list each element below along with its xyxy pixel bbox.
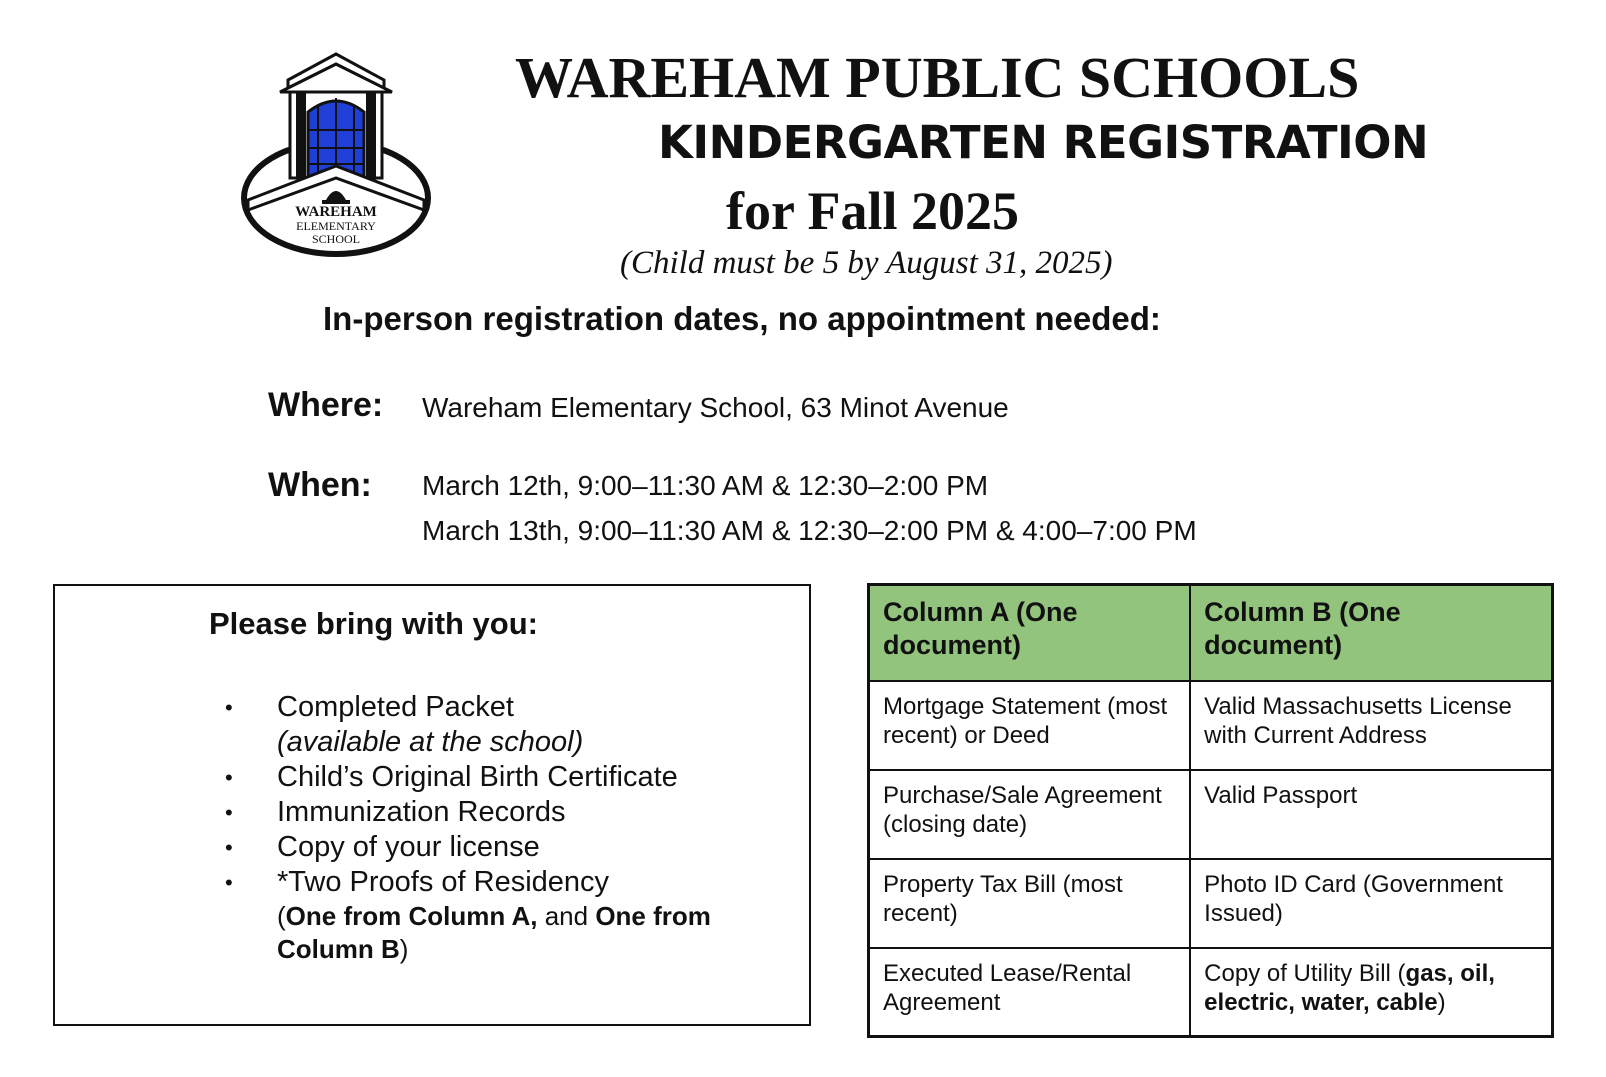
bullet-icon: •	[225, 800, 233, 825]
logo-text-line2: ELEMENTARY	[296, 219, 376, 233]
table-row	[869, 859, 1553, 948]
bullet-icon: •	[225, 835, 233, 860]
table-cell: Executed Lease/Rental Agreement	[869, 948, 1191, 1037]
when-label: When:	[268, 466, 372, 504]
bullet-icon: •	[225, 695, 233, 720]
utility-bill-types: gas, oil, electric, water, cable	[1204, 959, 1495, 1016]
list-item	[225, 865, 785, 966]
utility-bill-suffix: )	[1437, 988, 1446, 1016]
table-cell: Mortgage Statement (most recent) or Deed	[869, 681, 1191, 770]
and-text: and	[537, 901, 596, 931]
paren-open: (	[277, 901, 286, 931]
registration-heading: In-person registration dates, no appointment needed:	[323, 300, 1161, 337]
table-header-row	[869, 585, 1553, 681]
term-heading: for Fall 2025	[726, 181, 1019, 241]
list-item-text: Completed Packet	[277, 691, 514, 723]
column-b-header: Column B (One document)	[1190, 585, 1552, 681]
column-a-header: Column A (One document)	[869, 585, 1191, 681]
list-item	[225, 760, 785, 795]
age-requirement-note: (Child must be 5 by August 31, 2025)	[620, 245, 1113, 281]
logo-text-line1: WAREHAM	[295, 204, 377, 220]
list-item	[225, 690, 785, 760]
table-cell: Purchase/Sale Agreement (closing date)	[869, 770, 1191, 859]
bullet-icon: •	[225, 765, 233, 790]
page-title: WAREHAM PUBLIC SCHOOLS	[515, 45, 1360, 110]
table-row	[869, 681, 1553, 770]
table-cell	[1190, 948, 1552, 1037]
residency-proof-table	[867, 583, 1554, 1038]
list-item-text: *Two Proofs of Residency	[277, 866, 610, 898]
list-item-text: Child’s Original Birth Certificate	[277, 761, 678, 793]
table-cell: Property Tax Bill (most recent)	[869, 859, 1191, 948]
bullet-icon: •	[225, 870, 233, 895]
page-subtitle: KINDERGARTEN REGISTRATION	[658, 116, 1429, 169]
one-from-column-a: One from Column A,	[285, 901, 538, 931]
residency-detail	[277, 900, 785, 966]
when-date-2: March 13th, 9:00–11:30 AM & 12:30–2:00 PM & 4:00–7:00 PM	[422, 515, 1197, 546]
one-from-column-b: One from Column B	[277, 901, 711, 964]
list-item-text: Immunization Records	[277, 796, 566, 828]
where-label: Where:	[268, 386, 384, 424]
bring-title: Please bring with you:	[209, 606, 538, 641]
table-row	[869, 770, 1553, 859]
list-item-note: (available at the school)	[277, 726, 584, 758]
table-cell: Valid Passport	[1190, 770, 1552, 859]
bring-checklist-box	[53, 584, 811, 1026]
list-item	[225, 795, 785, 830]
list-item-text: Copy of your license	[277, 831, 540, 863]
logo-text-line3: SCHOOL	[311, 232, 361, 246]
table-row	[869, 948, 1553, 1037]
school-logo	[238, 50, 434, 260]
list-item	[225, 830, 785, 865]
when-date-1: March 12th, 9:00–11:30 AM & 12:30–2:00 PM	[422, 470, 989, 501]
paren-close: )	[399, 934, 409, 964]
table-cell: Valid Massachusetts License with Current Address	[1190, 681, 1552, 770]
table-cell: Photo ID Card (Government Issued)	[1190, 859, 1552, 948]
where-value: Wareham Elementary School, 63 Minot Avenue	[422, 392, 1009, 423]
utility-bill-prefix: Copy of Utility Bill (	[1204, 959, 1406, 987]
bring-list	[225, 690, 785, 966]
school-building-logo-icon	[238, 50, 434, 260]
